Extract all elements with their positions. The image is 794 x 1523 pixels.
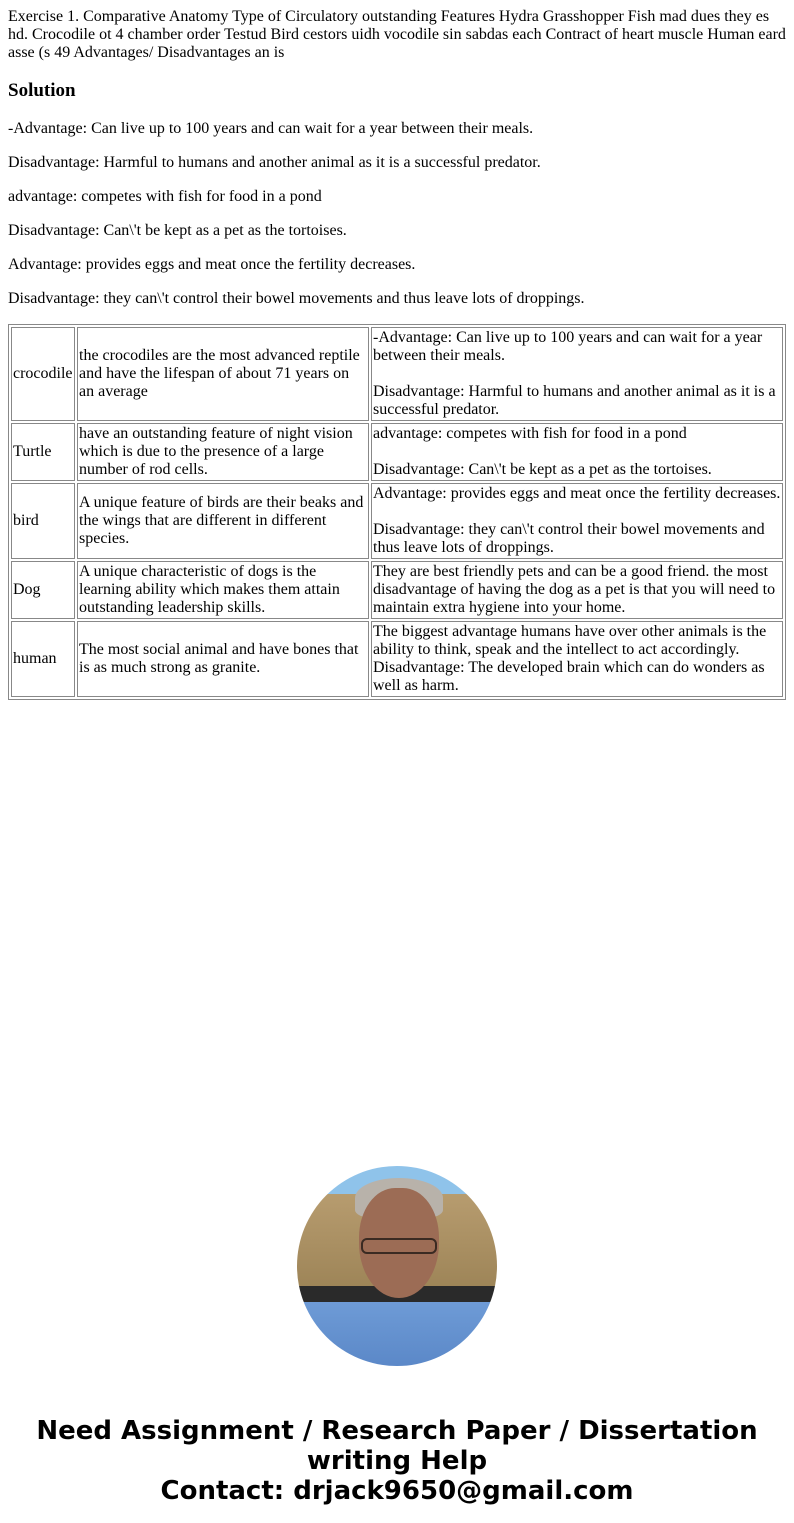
disadvantage-text: Disadvantage: Can\'t be kept as a pet as the tortoises. [373,461,712,478]
paragraph: advantage: competes with fish for food in a pond [8,188,322,205]
feature-cell: A unique feature of birds are their beaks and the wings that are different in different species. [77,483,369,559]
comparison-table [8,324,786,700]
advantage-cell [371,423,783,481]
table-row [11,561,783,619]
feature-cell: The most social animal and have bones that is as much strong as granite. [77,621,369,697]
advantage-cell [371,483,783,559]
advantage-text: The biggest advantage humans have over other animals is the ability to think, speak and the intellect to act accordingly. [373,623,767,658]
exercise-text: Exercise 1. Comparative Anatomy Type of Circulatory outstanding Features Hydra Grasshopper Fish mad dues they es hd. Crocodile ot 4 chamber order Testud Bird cestors uidh vocodile sin sabdas each Contract of heart muscle Human eard asse (s 49 Advantages/ Disadvantages an is [8,8,786,61]
animal-cell: human [11,621,75,697]
paragraph: -Advantage: Can live up to 100 years and can wait for a year between their meals. [8,120,534,137]
table-row [11,483,783,559]
disadvantage-text: Disadvantage: The developed brain which can do wonders as well as harm. [373,659,765,694]
paragraph: Disadvantage: they can\'t control their bowel movements and thus leave lots of droppings. [8,290,585,307]
table-row [11,423,783,481]
animal-cell: Dog [11,561,75,619]
feature-cell: A unique characteristic of dogs is the learning ability which makes them attain outstanding leadership skills. [77,561,369,619]
paragraph: Disadvantage: Harmful to humans and another animal as it is a successful predator. [8,154,541,171]
footer-banner [8,1416,786,1506]
footer-line1: Need Assignment / Research Paper / Dissertation writing Help [36,1416,758,1476]
glasses [361,1238,437,1254]
advantage-cell [371,621,783,697]
disadvantage-text: Disadvantage: Harmful to humans and another animal as it is a successful predator. [373,383,776,418]
paragraph: Disadvantage: Can\'t be kept as a pet as the tortoises. [8,222,347,239]
table-row [11,327,783,421]
footer-contact: Contact: drjack9650@gmail.com [160,1476,634,1506]
feature-cell: the crocodiles are the most advanced reptile and have the lifespan of about 71 years on an average [77,327,369,421]
feature-cell: have an outstanding feature of night vision which is due to the presence of a large number of rod cells. [77,423,369,481]
animal-cell: crocodile [11,327,75,421]
advantage-text: Advantage: provides eggs and meat once the fertility decreases. [373,485,781,502]
advantage-cell [371,327,783,421]
animal-cell: Turtle [11,423,75,481]
paragraph: Advantage: provides eggs and meat once the fertility decreases. [8,256,416,273]
table-row [11,621,783,697]
solution-heading: Solution [8,80,76,101]
advantage-cell: They are best friendly pets and can be a good friend. the most disadvantage of having the dog as a pet is that you will need to maintain extra hygiene into your home. [371,561,783,619]
advantage-text: -Advantage: Can live up to 100 years and can wait for a year between their meals. [373,329,763,364]
disadvantage-text: Disadvantage: they can\'t control their bowel movements and thus leave lots of droppings. [373,521,765,556]
animal-cell: bird [11,483,75,559]
author-photo [297,1166,497,1366]
advantage-text: advantage: competes with fish for food in a pond [373,425,687,442]
